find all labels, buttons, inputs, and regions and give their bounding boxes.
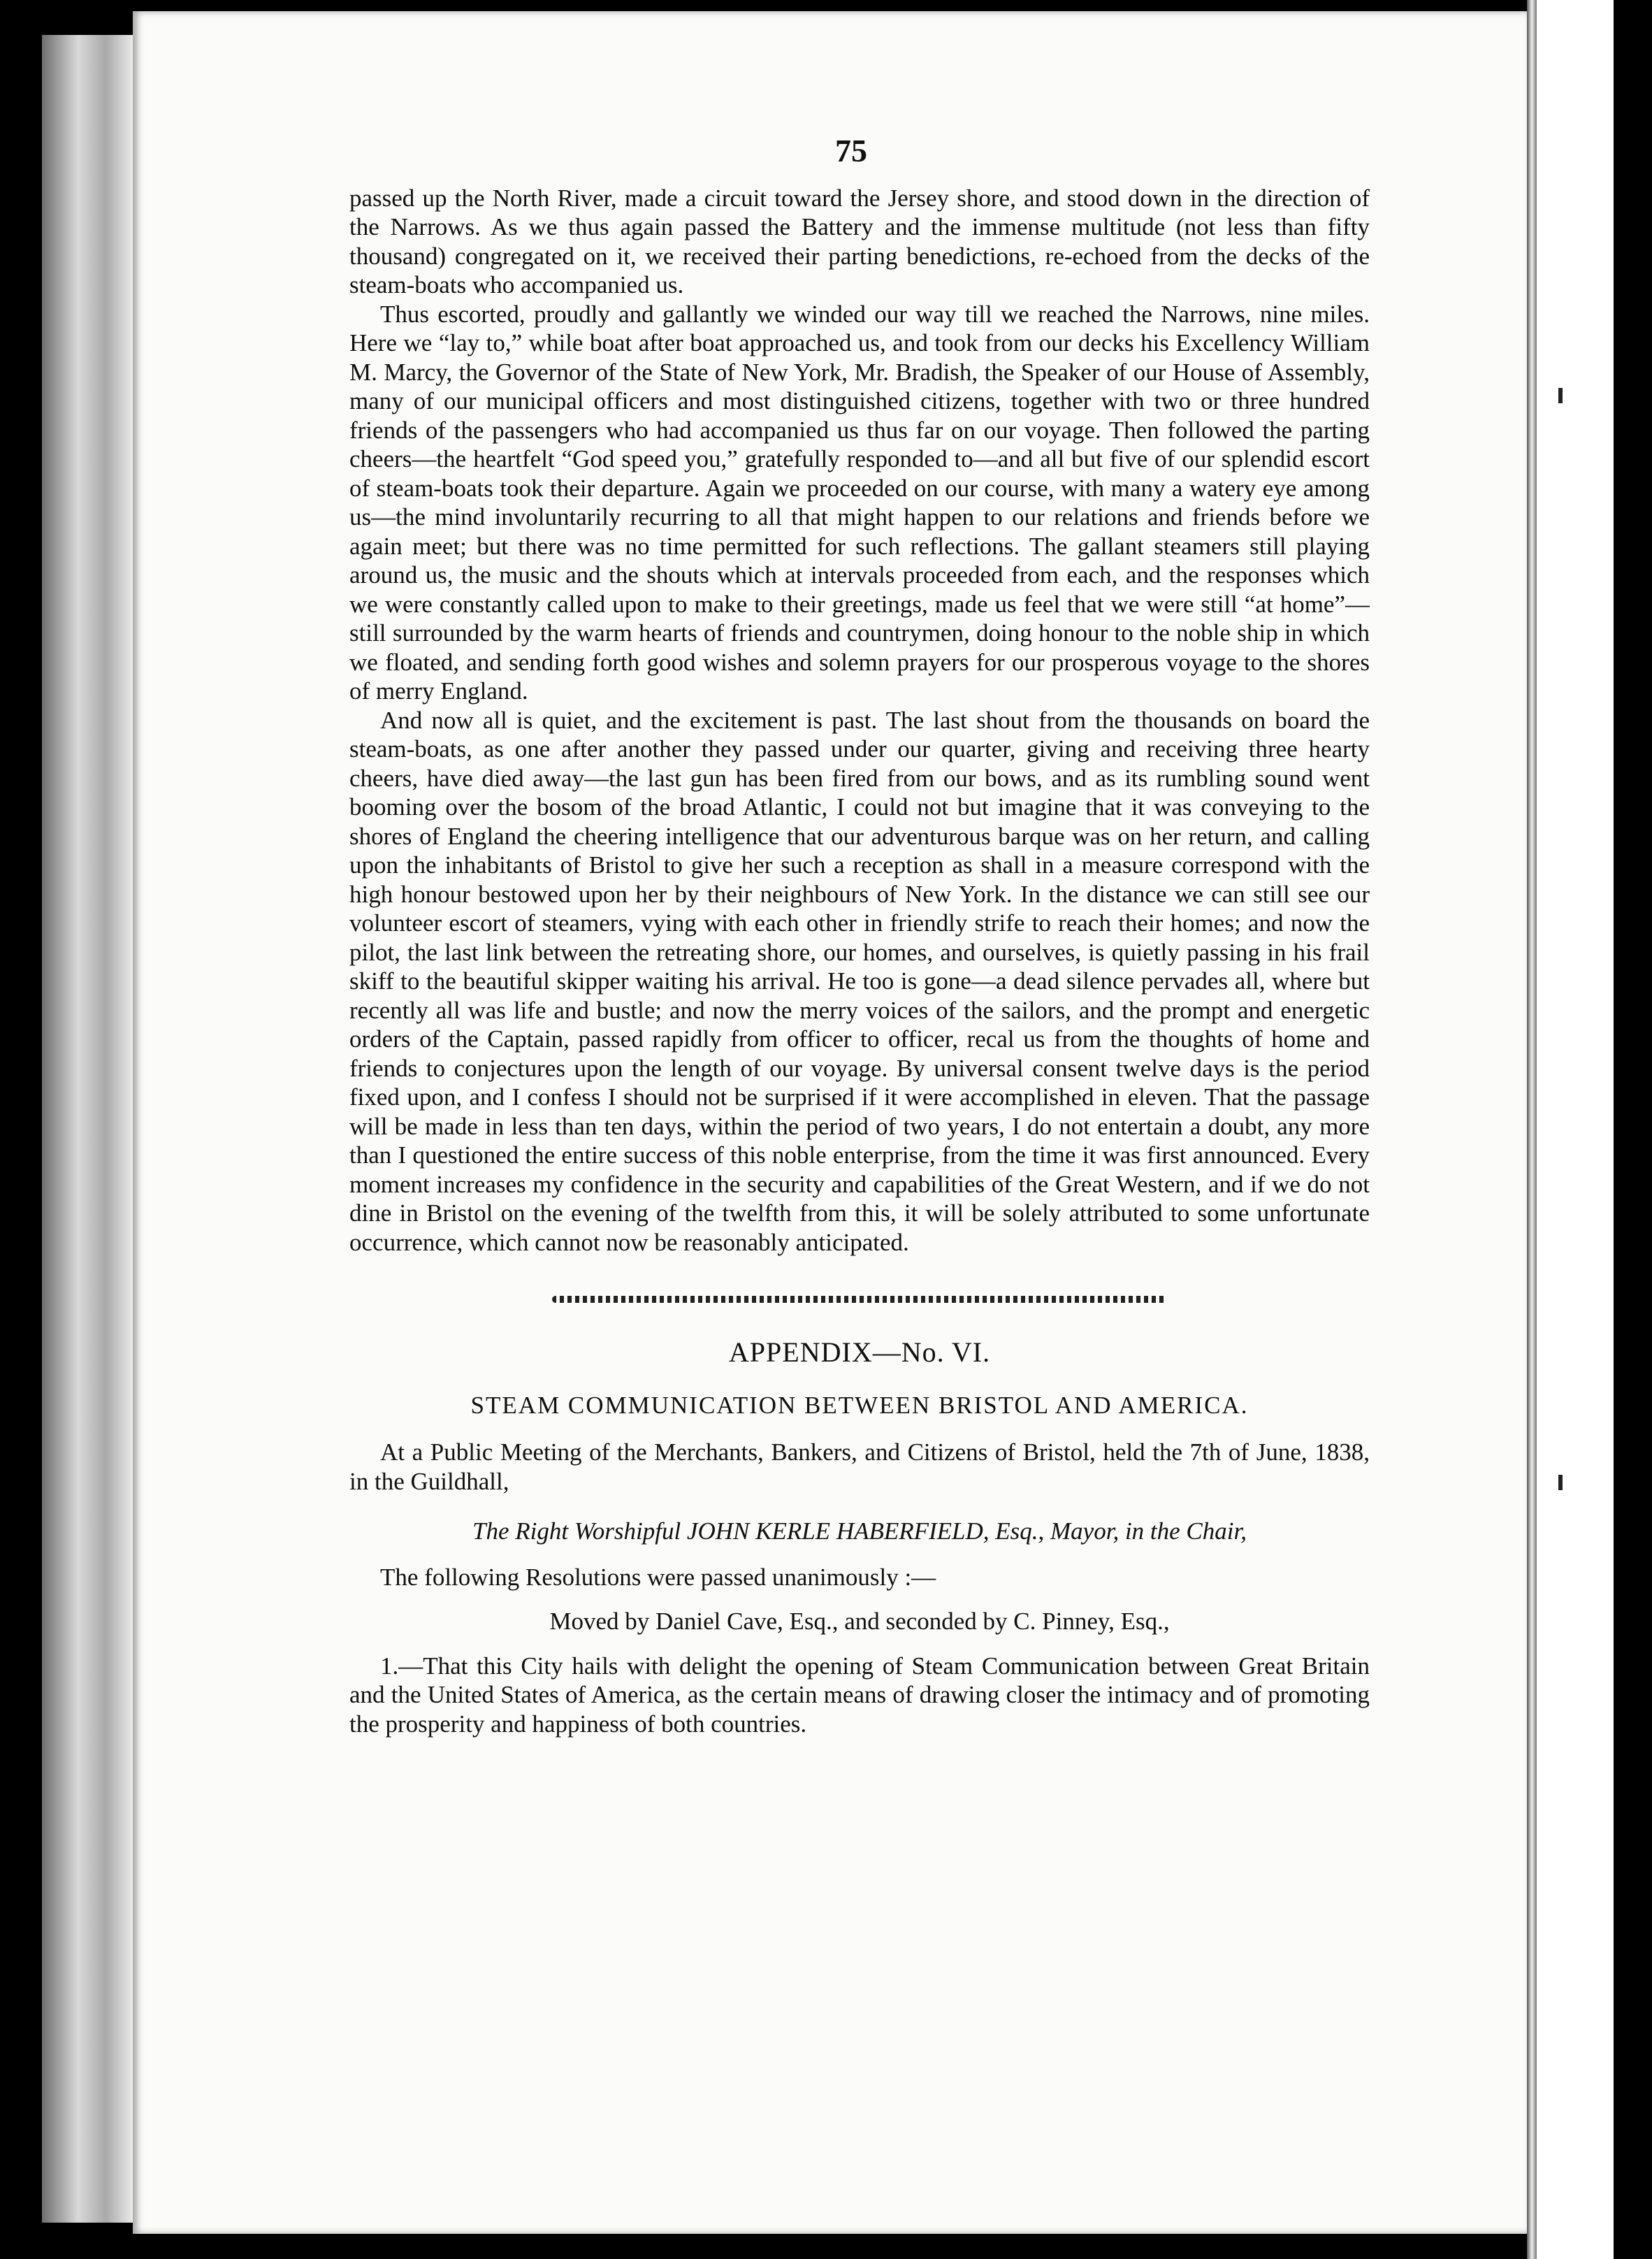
page-number: 75 [835, 133, 867, 168]
paragraph-3: And now all is quiet, and the excitement is past. The last shout from the thousands on board the steam-boats, as one after another they passed under our quarter, giving and receiving three hearty cheers, have died away—the last gun has been fired from our bows, and as its rumbling sound went booming over the bosom of the broad Atlantic, I could not but imagine that it was conveying to the shores of England the cheering intelligence that our adventurous barque was on her return, and calling upon the inhabitants of Bristol to give her such a reception as shall in a measure correspond with the high honour bestowed upon her by their neighbours of New York. In the distance we can still see our volunteer escort of steamers, vying with each other in friendly strife to reach their homes; and now the pilot, the last link between the retreating shore, our homes, and ourselves, is quietly passing in his frail skiff to the beautiful skipper waiting his arrival. He too is gone—a dead silence pervades all, where but recently all was life and bustle; and now the merry voices of the sailors, and the prompt and energetic orders of the Captain, passed rapidly from officer to officer, recal us from the thoughts of home and friends to conjectures upon the length of our voyage. By universal consent twelve days is the period fixed upon, and I confess I should not be surprised if it were accomplished in eleven. That the passage will be made in less than ten days, within the period of two years, I do not entertain a doubt, any more than I questioned the entire success of this noble enterprise, from the time it was first announced. Every moment increases my confidence in the security and capabilities of the Great Western, and if we do not dine in Bristol on the evening of the twelfth from this, it will be solely attributed to some unfortunate occurrence, which cannot now be reasonably anticipated. [349, 706, 1370, 1256]
moved-by-line: Moved by Daniel Cave, Esq., and seconded by C. Pinney, Esq., [549, 1608, 1170, 1635]
paragraph-1: passed up the North River, made a circuit toward the Jersey shore, and stood down in the direction of the Narrows. As we thus again passed the Battery and the immense multitude (not less than fifty thousand) congregated on it, we received their parting benedictions, re-echoed from the decks of the steam-boats who accompanied us. [349, 184, 1370, 298]
meeting-description: At a Public Meeting of the Merchants, Bankers, and Citizens of Bristol, held the 7th of June, 1838, in the Guildhall, [349, 1438, 1370, 1495]
paragraph-2: Thus escorted, proudly and gallantly we winded our way till we reached the Narrows, nine miles. Here we “lay to,” while boat after boat approached us, and took from our decks his Excellency William M. Marcy, the Governor of the State of New York, Mr. Bradish, the Speaker of our House of Assembly, many of our municipal officers and most distinguished citizens, together with two or three hundred friends of the passengers who had accompanied us thus far on our voyage. Then followed the parting cheers—the heartfelt “God speed you,” gratefully responded to—and all but five of our splendid escort of steam-boats took their departure. Again we proceeded on our course, with many a watery eye among us—the mind involuntarily recurring to all that might happen to our relations and friends before we again meet; but there was no time permitted for such reflections. The gallant steamers still playing around us, the music and the shouts which at intervals proceeded from each, and the responses which we were constantly called upon to make to their greetings, made us feel that we were still “at home”—still surrounded by the warm hearts of friends and countrymen, doing honour to the noble ship in which we floated, and sending forth good wishes and solemn prayers for our prosperous voyage to the shores of merry England. [349, 300, 1370, 705]
appendix-heading: APPENDIX—No. VI. [728, 1336, 991, 1368]
chair-line: The Right Worshipful JOHN KERLE HABERFIELD, Esq., Mayor, in the Chair, [472, 1517, 1247, 1545]
margin-mark [1558, 1475, 1563, 1490]
margin-mark [1558, 388, 1563, 403]
book-left-edge [42, 35, 133, 2223]
section-title: STEAM COMMUNICATION BETWEEN BRISTOL AND AMERICA. [470, 1391, 1249, 1419]
ornamental-divider [552, 1296, 1167, 1303]
book-right-spine [1527, 0, 1537, 2259]
resolutions-intro: The following Resolutions were passed unanimously :— [380, 1563, 936, 1591]
facing-page-edge [1537, 0, 1614, 2259]
page-text [349, 133, 1370, 1738]
resolution-1: 1.—That this City hails with delight the opening of Steam Communication between Great Britain and the United States of America, as the certain means of drawing closer the intimacy and of promoting the prosperity and happiness of both countries. [349, 1652, 1370, 1738]
